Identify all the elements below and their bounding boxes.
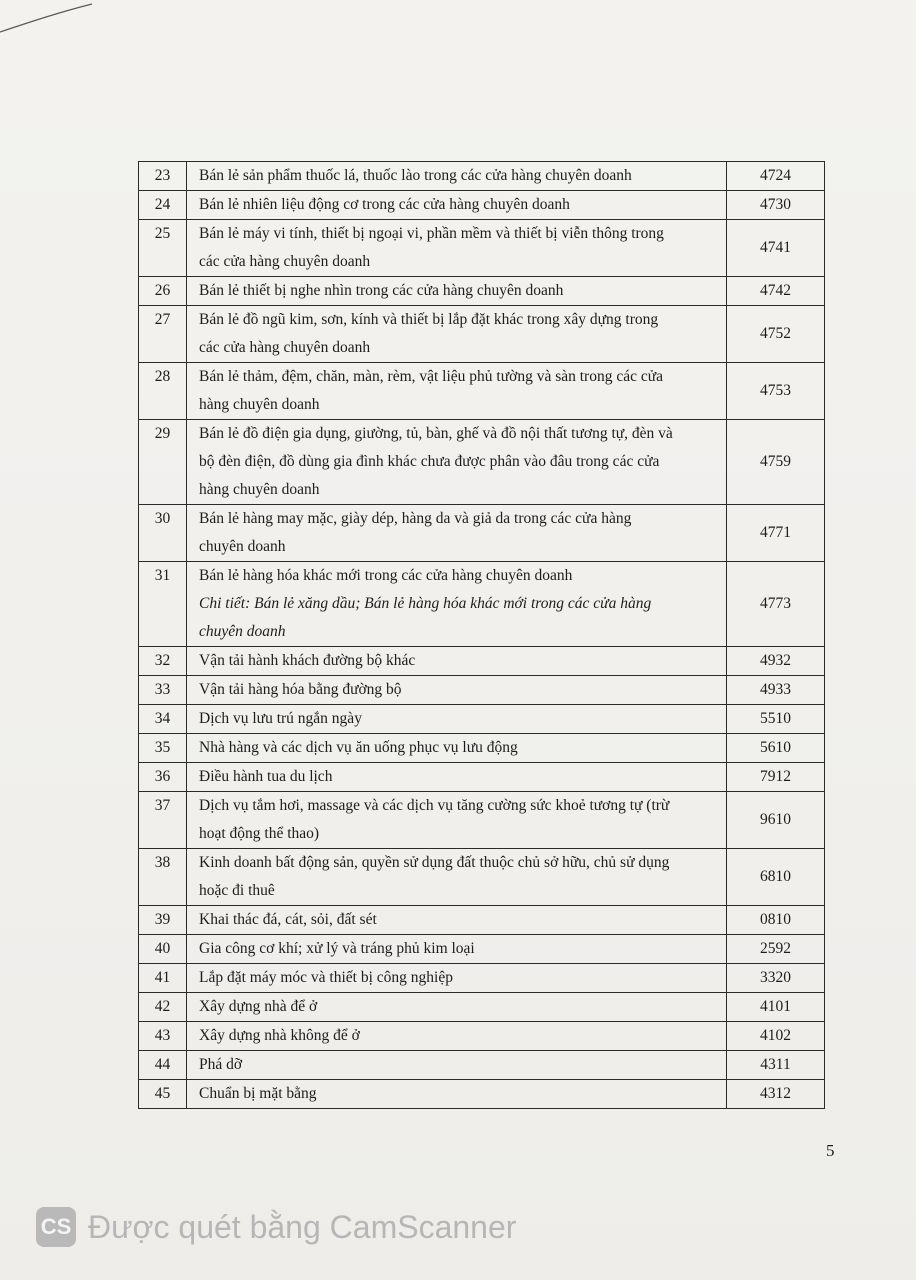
row-number: 35	[139, 734, 187, 763]
row-number: 43	[139, 1022, 187, 1051]
industry-code: 4730	[727, 191, 825, 220]
business-line-text: Gia công cơ khí; xử lý và tráng phủ kim loại	[199, 940, 475, 957]
page-number: 5	[826, 1141, 835, 1160]
business-line-name	[187, 647, 727, 676]
business-line-name	[187, 420, 727, 505]
row-number: 30	[139, 505, 187, 562]
row-number: 23	[139, 162, 187, 191]
row-number: 34	[139, 705, 187, 734]
row-number: 25	[139, 220, 187, 277]
row-number: 33	[139, 676, 187, 705]
industry-code: 3320	[727, 964, 825, 993]
business-line-text: Điều hành tua du lịch	[199, 768, 333, 785]
table-row	[139, 162, 825, 191]
table-row	[139, 849, 825, 906]
table-row	[139, 1080, 825, 1109]
business-line-text: Vận tải hàng hóa bằng đường bộ	[199, 681, 402, 698]
business-line-text: hàng chuyên doanh	[199, 481, 320, 498]
industry-code: 0810	[727, 906, 825, 935]
business-line-text: Chuẩn bị mặt bằng	[199, 1085, 317, 1102]
table-row	[139, 906, 825, 935]
business-line-name	[187, 1051, 727, 1080]
camscanner-watermark	[36, 1207, 516, 1247]
table-row	[139, 705, 825, 734]
row-number: 28	[139, 363, 187, 420]
table-row	[139, 363, 825, 420]
table-row	[139, 734, 825, 763]
business-line-name	[187, 676, 727, 705]
industry-code: 4741	[727, 220, 825, 277]
row-number: 36	[139, 763, 187, 792]
business-line-text: Vận tải hành khách đường bộ khác	[199, 652, 416, 669]
business-line-name	[187, 277, 727, 306]
industry-code: 2592	[727, 935, 825, 964]
row-number: 27	[139, 306, 187, 363]
business-line-text: Bán lẻ đồ ngũ kim, sơn, kính và thiết bị lắp đặt khác trong xây dựng trong	[199, 311, 659, 328]
industry-code: 5510	[727, 705, 825, 734]
camscanner-text: Được quét bằng CamScanner	[88, 1208, 517, 1245]
business-line-text: Xây dựng nhà để ở	[199, 998, 318, 1015]
row-number: 37	[139, 792, 187, 849]
business-line-name	[187, 220, 727, 277]
business-line-name	[187, 363, 727, 420]
table-row	[139, 792, 825, 849]
table-row	[139, 306, 825, 363]
business-line-name	[187, 734, 727, 763]
business-line-text: các cửa hàng chuyên doanh	[199, 339, 371, 356]
table-row	[139, 191, 825, 220]
business-line-text: hoặc đi thuê	[199, 882, 275, 899]
row-number: 45	[139, 1080, 187, 1109]
row-number: 39	[139, 906, 187, 935]
business-lines-table-container	[138, 161, 824, 1109]
business-line-text: Bán lẻ máy vi tính, thiết bị ngoại vi, phần mềm và thiết bị viễn thông trong	[199, 225, 664, 242]
row-number: 41	[139, 964, 187, 993]
business-line-text: Lắp đặt máy móc và thiết bị công nghiệp	[199, 969, 453, 986]
business-line-name	[187, 792, 727, 849]
industry-code: 4771	[727, 505, 825, 562]
industry-code: 4753	[727, 363, 825, 420]
business-line-name	[187, 906, 727, 935]
business-line-detail: chuyên doanh	[199, 623, 286, 640]
business-line-detail: Chi tiết: Bán lẻ xăng dầu; Bán lẻ hàng hóa khác mới trong các cửa hàng	[199, 595, 652, 612]
business-line-name	[187, 562, 727, 647]
business-line-text: Bán lẻ hàng hóa khác mới trong các cửa hàng chuyên doanh	[199, 567, 573, 584]
business-line-text: các cửa hàng chuyên doanh	[199, 253, 371, 270]
industry-code: 4759	[727, 420, 825, 505]
scan-edge-mark	[0, 0, 110, 40]
business-line-text: chuyên doanh	[199, 538, 286, 555]
industry-code: 9610	[727, 792, 825, 849]
table-row	[139, 562, 825, 647]
table-row	[139, 763, 825, 792]
row-number: 42	[139, 993, 187, 1022]
business-line-text: Dịch vụ tắm hơi, massage và các dịch vụ tăng cường sức khoẻ tương tự (trừ	[199, 797, 670, 814]
industry-code: 6810	[727, 849, 825, 906]
business-line-text: Phá dỡ	[199, 1056, 243, 1073]
industry-code: 4312	[727, 1080, 825, 1109]
business-line-text: hàng chuyên doanh	[199, 396, 320, 413]
industry-code: 4932	[727, 647, 825, 676]
business-line-text: Bán lẻ thiết bị nghe nhìn trong các cửa hàng chuyên doanh	[199, 282, 564, 299]
business-line-text: Bán lẻ hàng may mặc, giày dép, hàng da và giả da trong các cửa hàng	[199, 510, 632, 527]
business-lines-table	[138, 161, 825, 1109]
industry-code: 5610	[727, 734, 825, 763]
table-body	[139, 162, 825, 1109]
business-line-name	[187, 191, 727, 220]
business-line-text: Bán lẻ sản phẩm thuốc lá, thuốc lào trong các cửa hàng chuyên doanh	[199, 167, 632, 184]
business-line-text: Bán lẻ thảm, đệm, chăn, màn, rèm, vật liệu phủ tường và sàn trong các cửa	[199, 368, 664, 385]
industry-code: 4773	[727, 562, 825, 647]
table-row	[139, 1051, 825, 1080]
table-row	[139, 277, 825, 306]
table-row	[139, 505, 825, 562]
industry-code: 4742	[727, 277, 825, 306]
industry-code: 4102	[727, 1022, 825, 1051]
row-number: 44	[139, 1051, 187, 1080]
business-line-name	[187, 763, 727, 792]
business-line-text: Bán lẻ đồ điện gia dụng, giường, tủ, bàn, ghế và đồ nội thất tương tự, đèn và	[199, 425, 673, 442]
business-line-text: Khai thác đá, cát, sỏi, đất sét	[199, 911, 377, 928]
business-line-name	[187, 306, 727, 363]
table-row	[139, 993, 825, 1022]
cs-logo-icon: CS	[36, 1207, 76, 1247]
table-row	[139, 420, 825, 505]
industry-code: 4101	[727, 993, 825, 1022]
business-line-text: Xây dựng nhà không để ở	[199, 1027, 360, 1044]
table-row	[139, 935, 825, 964]
row-number: 26	[139, 277, 187, 306]
business-line-text: Dịch vụ lưu trú ngắn ngày	[199, 710, 362, 727]
business-line-name	[187, 705, 727, 734]
business-line-text: Nhà hàng và các dịch vụ ăn uống phục vụ lưu động	[199, 739, 518, 756]
table-row	[139, 676, 825, 705]
row-number: 24	[139, 191, 187, 220]
row-number: 31	[139, 562, 187, 647]
table-row	[139, 647, 825, 676]
row-number: 32	[139, 647, 187, 676]
row-number: 40	[139, 935, 187, 964]
table-row	[139, 964, 825, 993]
business-line-text: Kinh doanh bất động sản, quyền sử dụng đất thuộc chủ sở hữu, chủ sử dụng	[199, 854, 670, 871]
table-row	[139, 220, 825, 277]
business-line-text: hoạt động thể thao)	[199, 825, 320, 842]
business-line-text: bộ đèn điện, đồ dùng gia đình khác chưa được phân vào đâu trong các cửa	[199, 453, 660, 470]
industry-code: 7912	[727, 763, 825, 792]
row-number: 38	[139, 849, 187, 906]
business-line-name	[187, 993, 727, 1022]
industry-code: 4724	[727, 162, 825, 191]
business-line-name	[187, 964, 727, 993]
business-line-name	[187, 505, 727, 562]
industry-code: 4933	[727, 676, 825, 705]
business-line-name	[187, 162, 727, 191]
table-row	[139, 1022, 825, 1051]
industry-code: 4311	[727, 1051, 825, 1080]
business-line-name	[187, 1080, 727, 1109]
business-line-name	[187, 849, 727, 906]
business-line-text: Bán lẻ nhiên liệu động cơ trong các cửa hàng chuyên doanh	[199, 196, 570, 213]
industry-code: 4752	[727, 306, 825, 363]
business-line-name	[187, 1022, 727, 1051]
row-number: 29	[139, 420, 187, 505]
business-line-name	[187, 935, 727, 964]
